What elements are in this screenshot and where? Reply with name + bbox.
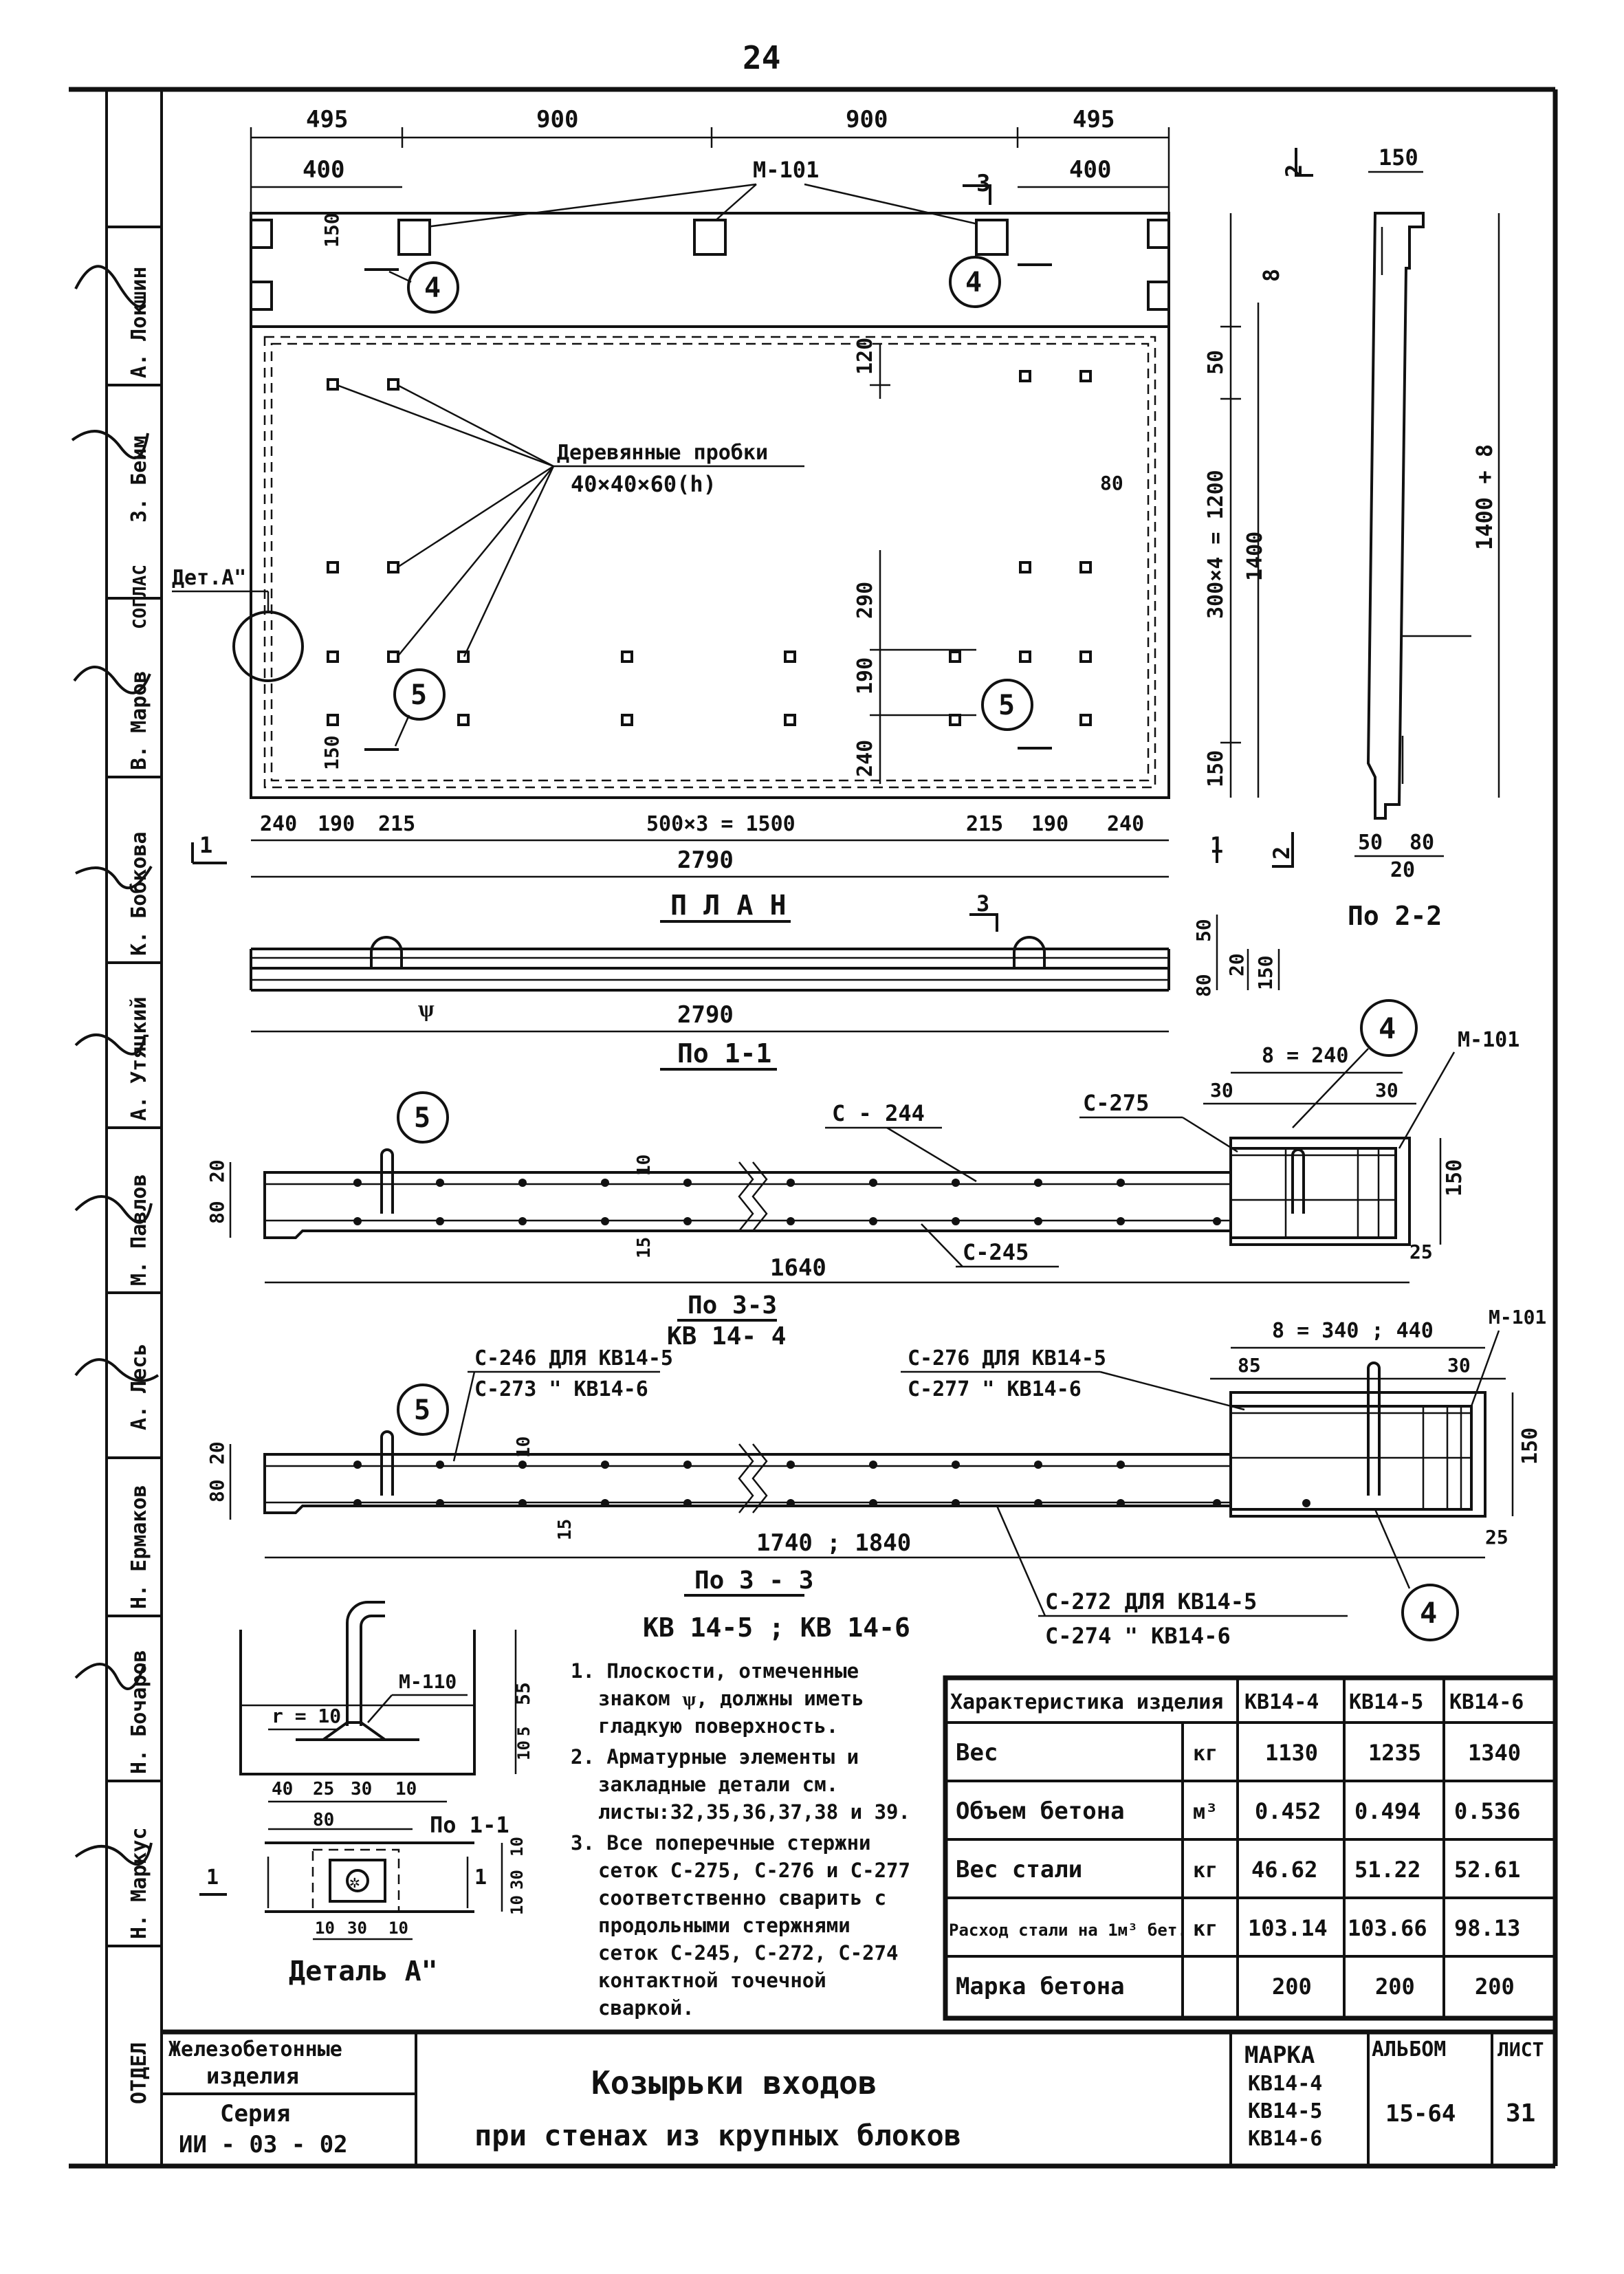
stamp-name-10: Н. Бочаров: [127, 1650, 151, 1774]
s33a-dim-25: 25: [1409, 1240, 1433, 1263]
s33b-label-1: C-246 ДЛЯ КВ14-5: [474, 1346, 673, 1370]
notes: [571, 1659, 910, 2020]
s33b-label-2: C-273 " КВ14-6: [474, 1377, 648, 1401]
tb-title-1: Козырьки входов: [591, 2064, 877, 2101]
s33a-dim-1640: 1640: [770, 1254, 826, 1282]
note-line-3: гладкую поверхность.: [598, 1714, 839, 1738]
s33b-label-m101: M-101: [1489, 1306, 1547, 1329]
s33a-dim-b: 8 = 240: [1262, 1044, 1349, 1068]
plan-bot-dim-5: 215: [966, 812, 1004, 836]
detail-dim-r10: 10: [507, 1837, 527, 1857]
plan-right-dim-8: 8: [1258, 268, 1284, 282]
s33a-label-c275: C-275: [1083, 1090, 1150, 1116]
note-line-13: сваркой.: [598, 1996, 694, 2020]
section-mark-2-top: 2: [1281, 164, 1307, 177]
table-r4-v3: 98.13: [1454, 1915, 1521, 1941]
s11-overall: 2790: [677, 1001, 734, 1029]
plan-dim-190: 190: [853, 657, 877, 695]
spec-table: [945, 1678, 1555, 2018]
plan-dim-150: 150: [320, 212, 343, 248]
table-r3-unit: кг: [1193, 1859, 1218, 1883]
plan-dim-290: 290: [853, 581, 877, 619]
detail-dim-10b: 10: [395, 1779, 417, 1800]
detail-bot-10: 10: [315, 1918, 335, 1938]
s22-title: По 2-2: [1348, 901, 1442, 931]
s33a-dim-30b: 30: [1375, 1079, 1398, 1102]
plan-dim-120: 120: [853, 337, 877, 375]
plan-top-dim-3: 900: [846, 106, 888, 133]
s33a-dim-20: 20: [206, 1159, 228, 1183]
s33a-callout-4: 4: [1379, 1012, 1396, 1045]
table-r3-name: Вес стали: [956, 1856, 1083, 1883]
plan-bot-dim-3: 215: [378, 812, 416, 836]
side-stamp: [72, 227, 162, 2104]
detail-dim-r30: 30: [507, 1870, 527, 1890]
tb-series-value: ИИ - 03 - 02: [179, 2131, 348, 2158]
plan-right-dim-50: 50: [1204, 349, 1228, 375]
note-line-6: листы:32,35,36,37,38 и 39.: [598, 1800, 910, 1824]
tb-album-label: АЛЬБОМ: [1372, 2037, 1447, 2062]
s33a-dim-10: 10: [634, 1154, 655, 1176]
plan-callout-4-right: 4: [965, 267, 983, 298]
tb-category-1: Железобетонные: [168, 2037, 342, 2062]
note-line-7: 3. Все поперечные стержни: [571, 1831, 871, 1855]
table-r4-name: Расход стали на 1м³ бет.: [949, 1921, 1187, 1940]
tb-album-value: 15-64: [1385, 2100, 1456, 2128]
detail-bot-10b: 10: [388, 1918, 408, 1938]
detail-dim-40: 40: [272, 1779, 294, 1800]
stamp-name-5: К. Бобкова: [127, 831, 151, 956]
stamp-name-2: З. Беим: [127, 435, 151, 523]
s11-right-80: 80: [1192, 974, 1215, 997]
plan-top-dim-4: 495: [1073, 106, 1115, 133]
s33b-title: По 3 - 3: [694, 1566, 814, 1595]
s33a-label-m101: M-101: [1458, 1028, 1520, 1052]
plan-right-dim-150: 150: [1204, 750, 1228, 787]
note-line-4: 2. Арматурные элементы и: [571, 1745, 859, 1769]
note-line-9: соответственно сварить с: [598, 1886, 887, 1910]
s22-bot-dim-2: 80: [1409, 831, 1435, 855]
tb-mark-3: КВ14-6: [1248, 2127, 1323, 2151]
table-r2-v1: 0.452: [1255, 1798, 1321, 1824]
section-mark-1-right: 1: [1210, 832, 1224, 858]
plan-bot-dim-6: 190: [1031, 812, 1069, 836]
detail-mark-right: 1: [474, 1866, 487, 1890]
s33a-callout-5: 5: [414, 1102, 431, 1134]
table-r1-v2: 1235: [1368, 1740, 1422, 1766]
section-3-3-kb14-4: [206, 1001, 1519, 1351]
note-line-5: закладные детали см.: [598, 1773, 839, 1796]
plan-title: П Л А Н: [670, 890, 787, 921]
plan-sub-dim-1: 400: [303, 156, 345, 184]
s33a-title: По 3-3: [688, 1291, 778, 1320]
s33b-dim-25: 25: [1485, 1526, 1508, 1549]
detail-a: [199, 1602, 534, 1987]
s33a-subtitle: КВ 14- 4: [667, 1322, 787, 1351]
stamp-name-9: Н. Ермаков: [127, 1485, 151, 1609]
stamp-name-3: СОГЛАС: [130, 565, 151, 629]
s33b-label-5: C-272 ДЛЯ КВ14-5: [1045, 1588, 1258, 1615]
s33b-dim-150: 150: [1518, 1427, 1542, 1465]
s33a-dim-30a: 30: [1210, 1079, 1233, 1102]
note-line-8: сеток C-275, C-276 и C-277: [598, 1859, 910, 1882]
detail-dim-30: 30: [351, 1779, 373, 1800]
plan-dim-150-bottom: 150: [320, 735, 343, 770]
table-r1-v1: 1130: [1265, 1740, 1319, 1766]
table-r3-v1: 46.62: [1251, 1857, 1318, 1883]
detail-dim-r10b: 10: [507, 1895, 527, 1915]
plan-dim-80: 80: [1100, 472, 1123, 494]
detail-a-ref: Дет.А": [172, 566, 247, 590]
tb-series-label: Серия: [220, 2100, 291, 2128]
s33b-dim-80: 80: [206, 1479, 228, 1502]
plan-callout-5-left: 5: [410, 679, 428, 711]
s33b-dim-length: 1740 ; 1840: [756, 1529, 912, 1557]
stamp-name-4: В. Маров: [127, 670, 151, 770]
section-3-3-kb14-5-6: [206, 1306, 1546, 1649]
table-header-kb146: КВ14-6: [1449, 1690, 1524, 1714]
table-r4-v1: 103.14: [1248, 1915, 1328, 1941]
detail-dim-25: 25: [313, 1779, 335, 1800]
s11-title: По 1-1: [677, 1038, 772, 1069]
s33b-callout-4: 4: [1420, 1596, 1438, 1630]
tb-mark-2: КВ14-5: [1248, 2099, 1323, 2123]
tb-mark-1: КВ14-4: [1248, 2072, 1323, 2096]
s22-bot-dim-3: 20: [1390, 858, 1416, 882]
s33b-label-4: C-277 " КВ14-6: [908, 1377, 1082, 1401]
detail-dim-10: 10: [514, 1740, 534, 1760]
s33b-dim-15: 15: [555, 1518, 575, 1540]
s33a-label-c244: C - 244: [832, 1100, 925, 1126]
table-header-char: Характеристика изделия: [950, 1690, 1224, 1714]
detail-bot-30: 30: [347, 1918, 367, 1938]
wood-plugs-label-2: 40×40×60(h): [571, 471, 716, 497]
plan-callout-4-left: 4: [424, 272, 441, 304]
stamp-name-7: М. Павлов: [127, 1174, 151, 1286]
plan-bot-dim-4: 500×3 = 1500: [646, 812, 795, 836]
stamp-name-6: А. Утяцкий: [127, 996, 151, 1121]
detail-s11-title: По 1-1: [430, 1812, 509, 1838]
stamp-name-1: А. Локшин: [127, 266, 151, 378]
note-line-11: сеток C-245, C-272, C-274: [598, 1941, 899, 1965]
plan-dim-240: 240: [853, 739, 877, 777]
table-r4-v2: 103.66: [1348, 1915, 1427, 1941]
s33a-label-c245: C-245: [963, 1239, 1029, 1265]
s33b-dim-85: 85: [1238, 1354, 1261, 1377]
detail-m110: M-110: [399, 1670, 457, 1693]
sheet-frame: [69, 89, 1555, 2166]
section-mark-3-top: 3: [976, 170, 991, 197]
plan-bot-dim-2: 190: [318, 812, 355, 836]
s22-top-dim: 150: [1379, 144, 1418, 171]
s33b-dim-10: 10: [514, 1436, 534, 1458]
s33a-dim-80: 80: [206, 1201, 228, 1224]
plan-right-dim-1400: 1400: [1243, 531, 1267, 581]
table-header-kb145: КВ14-5: [1349, 1690, 1424, 1714]
s11-right-50: 50: [1192, 919, 1215, 942]
note-line-2: знаком ѱ, должны иметь: [598, 1687, 864, 1710]
s22-overall: 1400 + 8: [1471, 444, 1497, 550]
plan-callout-5-right: 5: [998, 690, 1016, 721]
s33b-subtitle: КВ 14-5 ; КВ 14-6: [643, 1612, 910, 1643]
s33b-rebar-dots: [353, 1461, 1310, 1507]
tb-title-2: при стенах из крупных блоков: [474, 2119, 962, 2152]
table-r2-v3: 0.536: [1454, 1798, 1521, 1824]
table-header-kb144: КВ14-4: [1244, 1690, 1319, 1714]
detail-dim-80: 80: [313, 1810, 335, 1830]
s33b-dim-30: 30: [1447, 1354, 1471, 1377]
s11-mark-psi: ѱ: [418, 995, 435, 1023]
table-r5-v2: 200: [1375, 1974, 1415, 2000]
s33b-label-6: C-274 " КВ14-6: [1045, 1623, 1231, 1649]
stamp-name-8: А. Лесь: [127, 1343, 151, 1430]
s33b-dim-20: 20: [206, 1441, 228, 1465]
plan-view: [172, 106, 1313, 921]
note-line-10: продольными стержнями: [598, 1914, 851, 1937]
table-r4-unit: кг: [1193, 1917, 1218, 1941]
s11-right-150: 150: [1254, 955, 1277, 990]
note-line-1: 1. Плоскости, отмеченные: [571, 1659, 859, 1683]
s11-right-20: 20: [1225, 953, 1248, 976]
s33a-rebar-dots: [353, 1179, 1221, 1225]
s33b-dim-b: 8 = 340 ; 440: [1272, 1319, 1434, 1343]
table-r1-name: Вес: [956, 1739, 998, 1767]
table-r1-unit: кг: [1193, 1742, 1218, 1766]
detail-a-title: Деталь А": [289, 1956, 438, 1987]
table-r1-v3: 1340: [1468, 1740, 1522, 1766]
plan-sub-dim-2: 400: [1069, 156, 1112, 184]
tb-sheet-label: ЛИСТ: [1497, 2038, 1544, 2061]
detail-dim-5: 5: [514, 1726, 534, 1736]
section-mark-2-bottom: 2: [1269, 846, 1295, 860]
tb-sheet-value: 31: [1506, 2099, 1536, 2128]
s33a-dim-150: 150: [1442, 1159, 1467, 1196]
tb-category-2: изделия: [206, 2063, 299, 2089]
wood-plugs-label-1: Деревянные пробки: [557, 441, 769, 465]
stamp-name-11: Н. Маркус: [127, 1827, 151, 1939]
plan-top-dim-2: 900: [536, 106, 579, 133]
m101-label: M-101: [753, 157, 820, 183]
section-2-2: [1348, 144, 1499, 931]
plan-right-dim-1200: 300×4 = 1200: [1204, 470, 1228, 619]
s11-section-mark-3: 3: [976, 890, 990, 917]
note-line-12: контактной точечной: [598, 1969, 826, 1992]
table-r3-v2: 51.22: [1354, 1857, 1421, 1883]
plan-bot-dim-1: 240: [260, 812, 298, 836]
plan-bot-dim-7: 240: [1107, 812, 1145, 836]
table-r5-v1: 200: [1272, 1974, 1312, 2000]
stamp-name-12: ОТДЕЛ: [127, 2042, 151, 2104]
plan-top-dim-1: 495: [306, 106, 349, 133]
table-r5-name: Марка бетона: [956, 1973, 1125, 2000]
tb-mark-label: МАРКА: [1244, 2042, 1315, 2069]
detail-dim-55: 55: [512, 1682, 534, 1705]
s33a-dim-15: 15: [634, 1236, 655, 1258]
table-r2-unit: м³: [1193, 1800, 1218, 1824]
s33b-label-3: C-276 ДЛЯ КВ14-5: [908, 1346, 1106, 1370]
section-mark-1-left: 1: [199, 832, 213, 858]
s22-bot-dim-1: 50: [1358, 831, 1383, 855]
title-block: [162, 2032, 1555, 2166]
table-r2-name: Объем бетона: [956, 1797, 1125, 1825]
table-r3-v3: 52.61: [1454, 1857, 1521, 1883]
table-r5-v3: 200: [1475, 1974, 1515, 2000]
s33b-callout-5: 5: [414, 1395, 431, 1426]
detail-r10: r = 10: [272, 1705, 342, 1727]
detail-mark-left: 1: [206, 1866, 219, 1890]
page-number: 24: [743, 39, 781, 76]
detail-mark: ✲: [349, 1872, 360, 1892]
plan-overall-dim: 2790: [677, 846, 734, 874]
table-r2-v2: 0.494: [1354, 1798, 1421, 1824]
